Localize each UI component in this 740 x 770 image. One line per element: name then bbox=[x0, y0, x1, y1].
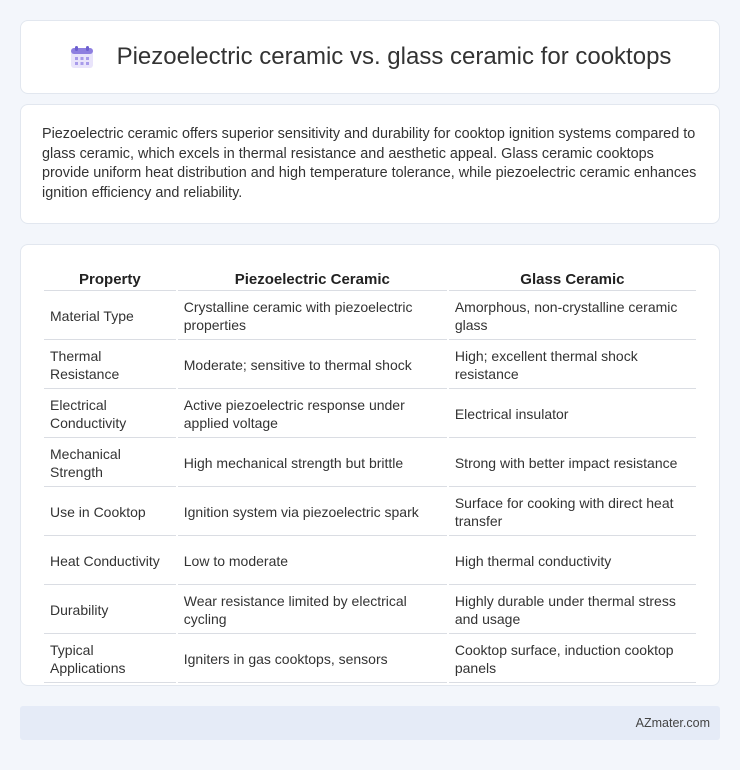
comparison-table-card bbox=[20, 244, 720, 686]
cell-piezoelectric: Active piezoelectric response under applied voltage bbox=[178, 391, 447, 438]
table-row bbox=[44, 587, 696, 634]
cell-glass: Cooktop surface, induction cooktop panels bbox=[449, 636, 696, 683]
cell-property: Durability bbox=[44, 587, 176, 634]
cell-property: Mechanical Strength bbox=[44, 440, 176, 487]
footer-brand: AZmater.com bbox=[635, 716, 710, 730]
cell-piezoelectric: Wear resistance limited by electrical cycling bbox=[178, 587, 447, 634]
cell-glass: Electrical insulator bbox=[449, 391, 696, 438]
footer-bar bbox=[20, 706, 720, 740]
calendar-icon bbox=[69, 44, 95, 70]
table-row bbox=[44, 391, 696, 438]
cell-glass: Surface for cooking with direct heat transfer bbox=[449, 489, 696, 536]
summary-card bbox=[20, 104, 720, 224]
column-header-property: Property bbox=[44, 267, 176, 291]
column-header-piezoelectric: Piezoelectric Ceramic bbox=[178, 267, 447, 291]
cell-property: Material Type bbox=[44, 293, 176, 340]
cell-property: Thermal Resistance bbox=[44, 342, 176, 389]
table-row bbox=[44, 489, 696, 536]
cell-glass: Strong with better impact resistance bbox=[449, 440, 696, 487]
cell-piezoelectric: Ignition system via piezoelectric spark bbox=[178, 489, 447, 536]
cell-piezoelectric: High mechanical strength but brittle bbox=[178, 440, 447, 487]
table-row bbox=[44, 293, 696, 340]
cell-piezoelectric: Low to moderate bbox=[178, 538, 447, 585]
cell-glass: Highly durable under thermal stress and usage bbox=[449, 587, 696, 634]
table-row bbox=[44, 440, 696, 487]
title-card bbox=[20, 20, 720, 94]
comparison-table bbox=[42, 265, 698, 685]
cell-glass: High thermal conductivity bbox=[449, 538, 696, 585]
summary-text: Piezoelectric ceramic offers superior sensitivity and durability for cooktop ignition systems compared to glass ceramic, which excels in thermal resistance and aesthetic appeal. Glass ceramic cooktops provide uniform heat distribution and high temperature tolerance, while piezoelectric ceramic enhances ignition efficiency and reliability. bbox=[42, 126, 697, 201]
table-row bbox=[44, 636, 696, 683]
cell-glass: Amorphous, non-crystalline ceramic glass bbox=[449, 293, 696, 340]
cell-glass: High; excellent thermal shock resistance bbox=[449, 342, 696, 389]
cell-piezoelectric: Moderate; sensitive to thermal shock bbox=[178, 342, 447, 389]
cell-property: Electrical Conductivity bbox=[44, 391, 176, 438]
cell-piezoelectric: Crystalline ceramic with piezoelectric properties bbox=[178, 293, 447, 340]
cell-property: Heat Conductivity bbox=[44, 538, 176, 585]
cell-piezoelectric: Igniters in gas cooktops, sensors bbox=[178, 636, 447, 683]
page-title: Piezoelectric ceramic vs. glass ceramic for cooktops bbox=[116, 43, 672, 70]
table-row bbox=[44, 538, 696, 585]
cell-property: Use in Cooktop bbox=[44, 489, 176, 536]
cell-property: Typical Applications bbox=[44, 636, 176, 683]
column-header-glass: Glass Ceramic bbox=[449, 267, 696, 291]
table-header-row bbox=[44, 267, 696, 291]
table-row bbox=[44, 342, 696, 389]
